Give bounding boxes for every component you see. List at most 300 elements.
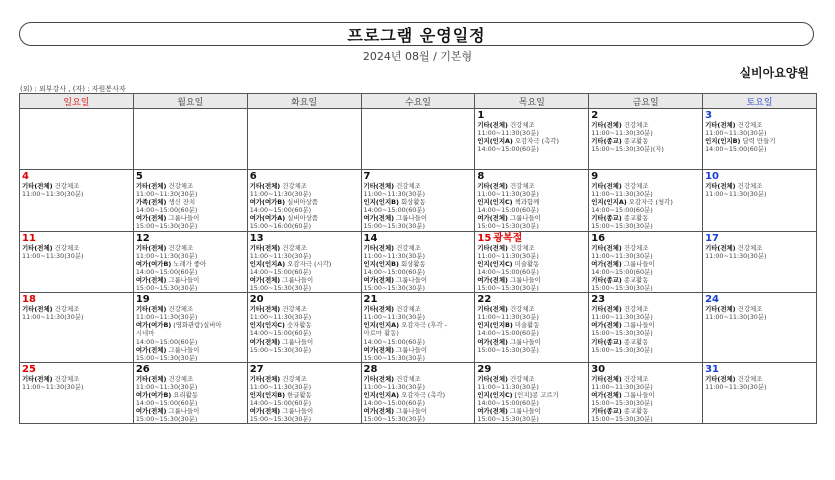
program-name: 그룹나들이 — [396, 275, 427, 284]
calendar-day-cell — [133, 109, 247, 170]
program-category: 여가(전체) — [135, 407, 167, 416]
program-name: 건강체조 — [509, 374, 535, 383]
calendar-week-row — [20, 362, 817, 424]
program-name: 건강체조 — [282, 182, 307, 190]
program-time: 11:00~11:30(30분) — [363, 190, 426, 199]
day-number-text: 3 — [705, 110, 713, 121]
program-entry — [250, 276, 359, 292]
program-name: 그룹나들이 — [509, 214, 541, 223]
program-time: 11:00~11:30(30분) — [477, 190, 539, 199]
day-number — [705, 233, 814, 244]
program-category: 기타(전체) — [22, 305, 53, 314]
program-time: 15:00~15:30(30분) — [249, 284, 312, 293]
calendar-day-cell — [589, 109, 703, 170]
program-name: 건강체조 — [623, 182, 649, 190]
program-entry — [477, 137, 586, 153]
program-time: 15:00~15:30(30분) — [591, 415, 653, 424]
calendar-day-cell — [703, 109, 817, 170]
program-time: 14:00~15:00(60분) — [477, 399, 539, 408]
day-number-text: 12 — [135, 232, 150, 244]
day-number — [364, 233, 473, 244]
calendar-week-row — [20, 293, 817, 363]
organization-name: 실비아요양원 — [739, 66, 809, 80]
calendar-day-cell — [247, 109, 361, 170]
program-time: 15:00~15:30(30분) — [363, 415, 426, 424]
day-number-text: 25 — [22, 363, 36, 375]
program-time: 11:00~11:30(30분) — [22, 382, 84, 391]
calendar-day-cell — [20, 293, 134, 363]
day-number — [477, 171, 586, 182]
program-time: 15:00~15:30(30분) — [591, 399, 653, 408]
program-category: 여가(전체) — [591, 321, 622, 330]
calendar-day-cell — [20, 231, 134, 293]
program-time: 15:00~15:30(30분) — [591, 329, 653, 338]
program-time: 15:00~15:30(30분) — [363, 353, 426, 362]
program-category: 기타(전체) — [591, 182, 622, 190]
program-entry — [591, 182, 700, 198]
day-number-text: 27 — [249, 363, 264, 375]
program-category: 기타(전체) — [705, 243, 736, 252]
weekday-header-row — [20, 94, 817, 109]
program-entry — [591, 276, 700, 292]
program-entry — [477, 375, 586, 391]
weekday-header: 금요일 — [589, 94, 703, 109]
program-category: 기타(전체) — [249, 305, 281, 314]
program-entry — [364, 375, 473, 391]
program-category: 여가(여가B) — [249, 198, 286, 207]
program-name: 그룹나들이 — [623, 259, 655, 268]
program-category: 여가(여가B) — [135, 390, 172, 399]
program-entry — [477, 121, 586, 137]
day-number — [705, 364, 814, 375]
program-name-continued: 아로마 활동) — [363, 329, 399, 338]
day-number-text: 24 — [705, 294, 719, 306]
program-category: 인지(인지C) — [249, 321, 285, 330]
program-name: 건강체조 — [396, 182, 421, 190]
program-name: 그룹나들이 — [396, 345, 427, 354]
calendar-day-cell — [475, 362, 589, 424]
day-number — [477, 364, 586, 375]
program-name: 그룹나들이 — [168, 407, 200, 416]
program-category: 기타(전체) — [591, 121, 622, 129]
calendar-day-cell — [133, 293, 247, 363]
program-name: 건강체조 — [168, 374, 194, 383]
calendar-day-cell — [361, 362, 475, 424]
program-entry — [364, 244, 473, 260]
program-entry — [477, 182, 586, 198]
program-time: 15:00~15:30(30분) — [591, 222, 653, 231]
program-entry — [705, 121, 814, 137]
program-entry — [22, 375, 131, 391]
program-entry — [705, 244, 814, 260]
day-number — [136, 364, 245, 375]
weekday-header: 월요일 — [133, 94, 247, 109]
program-name: 그룹나들이 — [623, 390, 655, 399]
calendar-day-cell — [703, 293, 817, 363]
program-entry — [364, 182, 473, 198]
program-entry — [136, 391, 245, 407]
program-entry — [591, 338, 700, 354]
program-category: 기타(전체) — [705, 121, 736, 129]
day-number-text: 21 — [363, 294, 378, 306]
program-time: 15:00~15:30(30분) — [249, 415, 312, 424]
day-number — [364, 364, 473, 375]
program-time: 14:00~15:00(60분) — [477, 329, 539, 338]
program-category: 여가(전체) — [363, 214, 395, 223]
program-category: 여가(전체) — [477, 407, 508, 416]
day-number-text: 18 — [22, 294, 36, 306]
program-entry — [136, 198, 245, 214]
day-number-text: 23 — [591, 294, 606, 306]
program-time: 11:00~11:30(30분) — [135, 190, 198, 199]
program-category: 기타(전체) — [477, 305, 508, 314]
program-name: 한글활동 — [287, 390, 312, 399]
program-name: 건강체조 — [54, 374, 80, 383]
program-category: 기타(전체) — [591, 374, 622, 383]
program-time: 11:00~11:30(30분) — [477, 313, 539, 322]
program-category: 인지(인지B) — [249, 390, 286, 399]
program-category: 여가(여가B) — [135, 321, 172, 330]
day-number-text: 10 — [705, 171, 719, 182]
legend-note: (외) : 외부강사 , (자) : 자원봉사자 — [20, 85, 126, 93]
program-name: 미술활동 — [514, 259, 540, 268]
program-name: 건강체조 — [509, 243, 535, 252]
program-category: 여가(전체) — [477, 214, 508, 223]
program-name: 그룹나들이 — [282, 337, 314, 346]
program-entry — [250, 321, 359, 337]
program-entry — [250, 198, 359, 214]
day-number — [477, 110, 586, 121]
program-time: 14:00~15:00(60분) — [135, 337, 198, 346]
program-time: 14:00~15:00(60분) — [477, 267, 539, 276]
program-name: 건강체조 — [737, 121, 763, 129]
program-time: 15:00~15:30(30분) — [477, 345, 539, 354]
program-time: 15:00~15:30(30분) — [477, 284, 539, 293]
program-name: 건강체조 — [282, 243, 307, 252]
day-number — [22, 171, 131, 182]
program-category: 기타(전체) — [363, 243, 395, 252]
program-entry — [591, 244, 700, 260]
program-name: 종교활동 — [623, 137, 649, 146]
program-time: 11:00~11:30(30분) — [249, 313, 312, 322]
program-name: 건강체조 — [623, 374, 649, 383]
program-name: 건강체조 — [396, 243, 421, 252]
program-entry — [136, 214, 245, 230]
program-category: 기타(전체) — [477, 121, 508, 129]
program-entry — [477, 321, 586, 337]
program-name: 건강체조 — [54, 182, 80, 190]
program-name: 건강체조 — [54, 243, 80, 252]
day-number — [136, 171, 245, 182]
program-name: 달력 만들기 — [742, 137, 776, 146]
day-number-text: 26 — [135, 363, 150, 375]
program-entry — [591, 260, 700, 276]
program-time: 14:00~15:00(60분) — [363, 399, 426, 408]
program-category: 여가(전체) — [363, 407, 395, 416]
program-entry — [364, 321, 473, 345]
day-number-text: 11 — [22, 232, 36, 244]
program-time: 11:00~11:30(30분) — [477, 251, 539, 260]
program-category: 기타(전체) — [22, 243, 53, 252]
program-name: 오감자극 (촉각) — [401, 390, 446, 399]
day-number-text: 7 — [363, 171, 371, 182]
program-entry — [250, 407, 359, 423]
program-time: 14:00~15:00(60분) — [591, 206, 653, 215]
program-name: 그룹나들이 — [168, 214, 200, 223]
day-number — [591, 110, 700, 121]
program-name: 그룹나들이 — [168, 275, 200, 284]
weekday-header: 토요일 — [703, 94, 817, 109]
program-name: 건강체조 — [54, 305, 80, 314]
program-name: 생신 잔치 — [168, 198, 196, 207]
program-name: 건강체조 — [737, 243, 763, 252]
program-time: 15:00~15:30(30분) — [135, 284, 198, 293]
program-entry — [591, 407, 700, 423]
day-number-text: 5 — [135, 171, 143, 182]
program-category: 여가(전체) — [477, 275, 508, 284]
program-category: 인지(인지A) — [591, 198, 627, 207]
program-category: 기타(전체) — [477, 243, 508, 252]
program-name: 그룹나들이 — [168, 345, 200, 354]
program-name: 숫자활동 — [286, 321, 312, 330]
program-entry — [136, 244, 245, 260]
calendar-day-cell — [703, 231, 817, 293]
program-time: 11:00~11:30(30분) — [22, 190, 84, 199]
program-name: 건강체조 — [623, 243, 649, 252]
calendar-day-cell — [475, 293, 589, 363]
day-number-text: 14 — [363, 232, 378, 244]
day-number — [477, 233, 586, 244]
weekday-header: 일요일 — [20, 94, 134, 109]
day-number-text: 31 — [705, 363, 719, 375]
day-number — [705, 110, 814, 121]
program-entry — [22, 244, 131, 260]
program-category: 여가(여가B) — [135, 259, 172, 268]
day-number-text: 1 — [477, 110, 485, 121]
calendar-day-cell — [589, 231, 703, 293]
calendar-day-cell — [361, 293, 475, 363]
calendar-week-row — [20, 109, 817, 170]
program-name: 건강체조 — [737, 305, 763, 314]
calendar-day-cell — [20, 362, 134, 424]
day-number-text: 13 — [249, 232, 264, 244]
weekday-header: 수요일 — [361, 94, 475, 109]
program-entry — [705, 182, 814, 198]
day-number — [591, 171, 700, 182]
program-name: 오감자극 (촉각) — [514, 137, 559, 146]
program-name: 건강체조 — [623, 305, 649, 314]
program-category: 여가(전체) — [135, 275, 167, 284]
program-entry — [705, 375, 814, 391]
program-entry — [136, 260, 245, 276]
program-category: 인지(인지C) — [477, 259, 513, 268]
program-entry — [136, 276, 245, 292]
program-category: 기타(전체) — [363, 374, 395, 383]
program-time: 14:00~15:00(60분) — [249, 267, 312, 276]
program-time: 11:00~11:30(30분) — [135, 313, 198, 322]
program-entry — [250, 391, 359, 407]
program-entry — [364, 391, 473, 407]
program-category: 여가(전체) — [591, 259, 622, 268]
program-category: 여가(전체) — [249, 275, 281, 284]
program-entry — [364, 305, 473, 321]
program-name: 그룹나들이 — [282, 275, 314, 284]
calendar-day-cell — [247, 170, 361, 232]
program-name: 회상활동 — [400, 198, 426, 207]
program-category: 기타(전체) — [249, 182, 281, 190]
day-number — [22, 364, 131, 375]
program-name: 그룹나들이 — [396, 407, 427, 416]
day-number-text: 20 — [249, 294, 264, 306]
program-entry — [250, 214, 359, 230]
program-time: 15:00~15:30(30분) — [363, 284, 426, 293]
program-entry — [136, 407, 245, 423]
program-entry — [705, 137, 814, 153]
day-number — [477, 294, 586, 305]
program-name: [인지]콩 고르기 — [514, 390, 559, 399]
program-category: 여가(전체) — [249, 407, 281, 416]
program-category: 기타(전체) — [135, 305, 167, 314]
day-number — [136, 294, 245, 305]
day-number — [591, 294, 700, 305]
program-name: 건강체조 — [282, 305, 307, 314]
program-time: 11:00~11:30(30분) — [363, 313, 426, 322]
calendar-day-cell — [361, 109, 475, 170]
program-category: 기타(전체) — [135, 243, 167, 252]
calendar-day-cell — [361, 231, 475, 293]
program-entry — [477, 391, 586, 407]
calendar-day-cell — [475, 170, 589, 232]
weekday-header: 목요일 — [475, 94, 589, 109]
calendar-day-cell — [589, 362, 703, 424]
program-name: 종교활동 — [623, 275, 649, 284]
program-time: 15:00~15:30(30분) — [591, 284, 653, 293]
program-time: 11:00~11:30(30분) — [705, 382, 767, 391]
program-category: 기타(종교) — [591, 137, 622, 146]
program-time: 11:00~11:30(30분) — [249, 251, 312, 260]
program-entry — [364, 276, 473, 292]
program-entry — [477, 276, 586, 292]
program-time: 11:00~11:30(30분) — [22, 313, 84, 322]
program-time: 14:00~15:00(60분) — [363, 337, 426, 346]
day-number — [250, 171, 359, 182]
calendar-day-cell — [589, 170, 703, 232]
program-name: 실버아상품 — [287, 214, 319, 223]
calendar-day-cell — [475, 109, 589, 170]
program-category: 기타(전체) — [135, 374, 167, 383]
program-name: 건강체조 — [737, 374, 763, 383]
program-entry — [136, 305, 245, 321]
program-time: 11:00~11:30(30분) — [249, 382, 312, 391]
day-number-text: 8 — [477, 171, 485, 182]
program-time: 15:00~15:30(30분) — [477, 415, 539, 424]
program-category: 인지(인지A) — [363, 390, 400, 399]
program-category: 기타(종교) — [591, 275, 622, 284]
program-name: (영화관람)실버아 — [173, 321, 222, 330]
program-name: 오감자극 (청각) — [628, 198, 673, 207]
program-entry — [591, 198, 700, 214]
program-category: 여가(전체) — [135, 214, 167, 223]
program-name: 건강체조 — [168, 243, 194, 252]
program-entry — [364, 407, 473, 423]
program-entry — [705, 305, 814, 321]
program-time: 15:00~15:30(30분) — [135, 415, 198, 424]
program-entry — [591, 321, 700, 337]
program-category: 기타(종교) — [591, 337, 622, 346]
program-name: 회상활동 — [400, 259, 426, 268]
day-number-text: 22 — [477, 294, 492, 306]
program-category: 인지(인지B) — [363, 198, 399, 207]
program-name: 건강체조 — [168, 182, 194, 190]
day-number — [591, 233, 700, 244]
program-name: 그룹나들이 — [509, 275, 541, 284]
program-entry — [477, 260, 586, 276]
program-time: 11:00~11:30(30분) — [363, 251, 426, 260]
program-category: 기타(종교) — [591, 214, 622, 223]
program-name: 미술활동 — [514, 321, 540, 330]
program-category: 기타(전체) — [705, 305, 736, 314]
day-number-text: 6 — [249, 171, 257, 182]
calendar-day-cell — [703, 170, 817, 232]
program-name: 오감자극 (후각 - — [401, 321, 447, 330]
program-category: 인지(인지A) — [249, 259, 286, 268]
program-name: 건강체조 — [396, 305, 421, 314]
program-category: 기타(전체) — [22, 374, 53, 383]
program-entry — [136, 182, 245, 198]
program-category: 기타(전체) — [705, 182, 736, 190]
program-time: 11:00~11:30(30분) — [477, 382, 539, 391]
program-name: 건강체조 — [509, 121, 535, 129]
day-number — [591, 364, 700, 375]
program-entry — [250, 338, 359, 354]
program-time: 15:00~16:00(60분) — [249, 222, 312, 231]
program-name: 오감자극 (시각) — [287, 259, 332, 268]
program-time: 11:00~11:30(30분) — [22, 251, 84, 260]
day-number-text: 2 — [591, 110, 599, 121]
calendar-day-cell — [247, 293, 361, 363]
program-category: 여가(전체) — [249, 337, 281, 346]
program-entry — [477, 244, 586, 260]
day-number — [250, 233, 359, 244]
calendar-day-cell — [133, 170, 247, 232]
program-name: 그룹나들이 — [509, 407, 541, 416]
program-time: 14:00~15:00(60분) — [135, 399, 198, 408]
day-number-text: 30 — [591, 363, 606, 375]
program-time: 14:00~15:00(60분) — [135, 206, 198, 215]
day-number — [136, 233, 245, 244]
program-time: 11:00~11:30(30분) — [477, 129, 539, 138]
calendar-day-cell — [20, 109, 134, 170]
program-entry — [591, 214, 700, 230]
program-entry — [136, 375, 245, 391]
program-name: 요리활동 — [173, 390, 198, 399]
program-category: 여가(전체) — [135, 345, 167, 354]
program-time: 15:00~15:30(30분) — [249, 345, 312, 354]
program-name: 그룹나들이 — [396, 214, 427, 223]
day-number-text: 17 — [705, 232, 719, 244]
program-category: 가족(전체) — [135, 198, 167, 207]
program-time: 15:00~15:30(30분) — [135, 222, 198, 231]
program-name-continued: 시네마 — [135, 329, 155, 338]
program-time: 11:00~11:30(30분) — [705, 129, 767, 138]
program-time: 14:00~15:00(60분) — [477, 145, 539, 154]
program-entry — [22, 305, 131, 321]
schedule-subtitle: 2024년 08월 / 기본형 — [362, 50, 473, 63]
program-time: 11:00~11:30(30분) — [705, 313, 767, 322]
program-category: 여가(여가A) — [249, 214, 286, 223]
program-entry — [591, 391, 700, 407]
program-entry — [364, 214, 473, 230]
